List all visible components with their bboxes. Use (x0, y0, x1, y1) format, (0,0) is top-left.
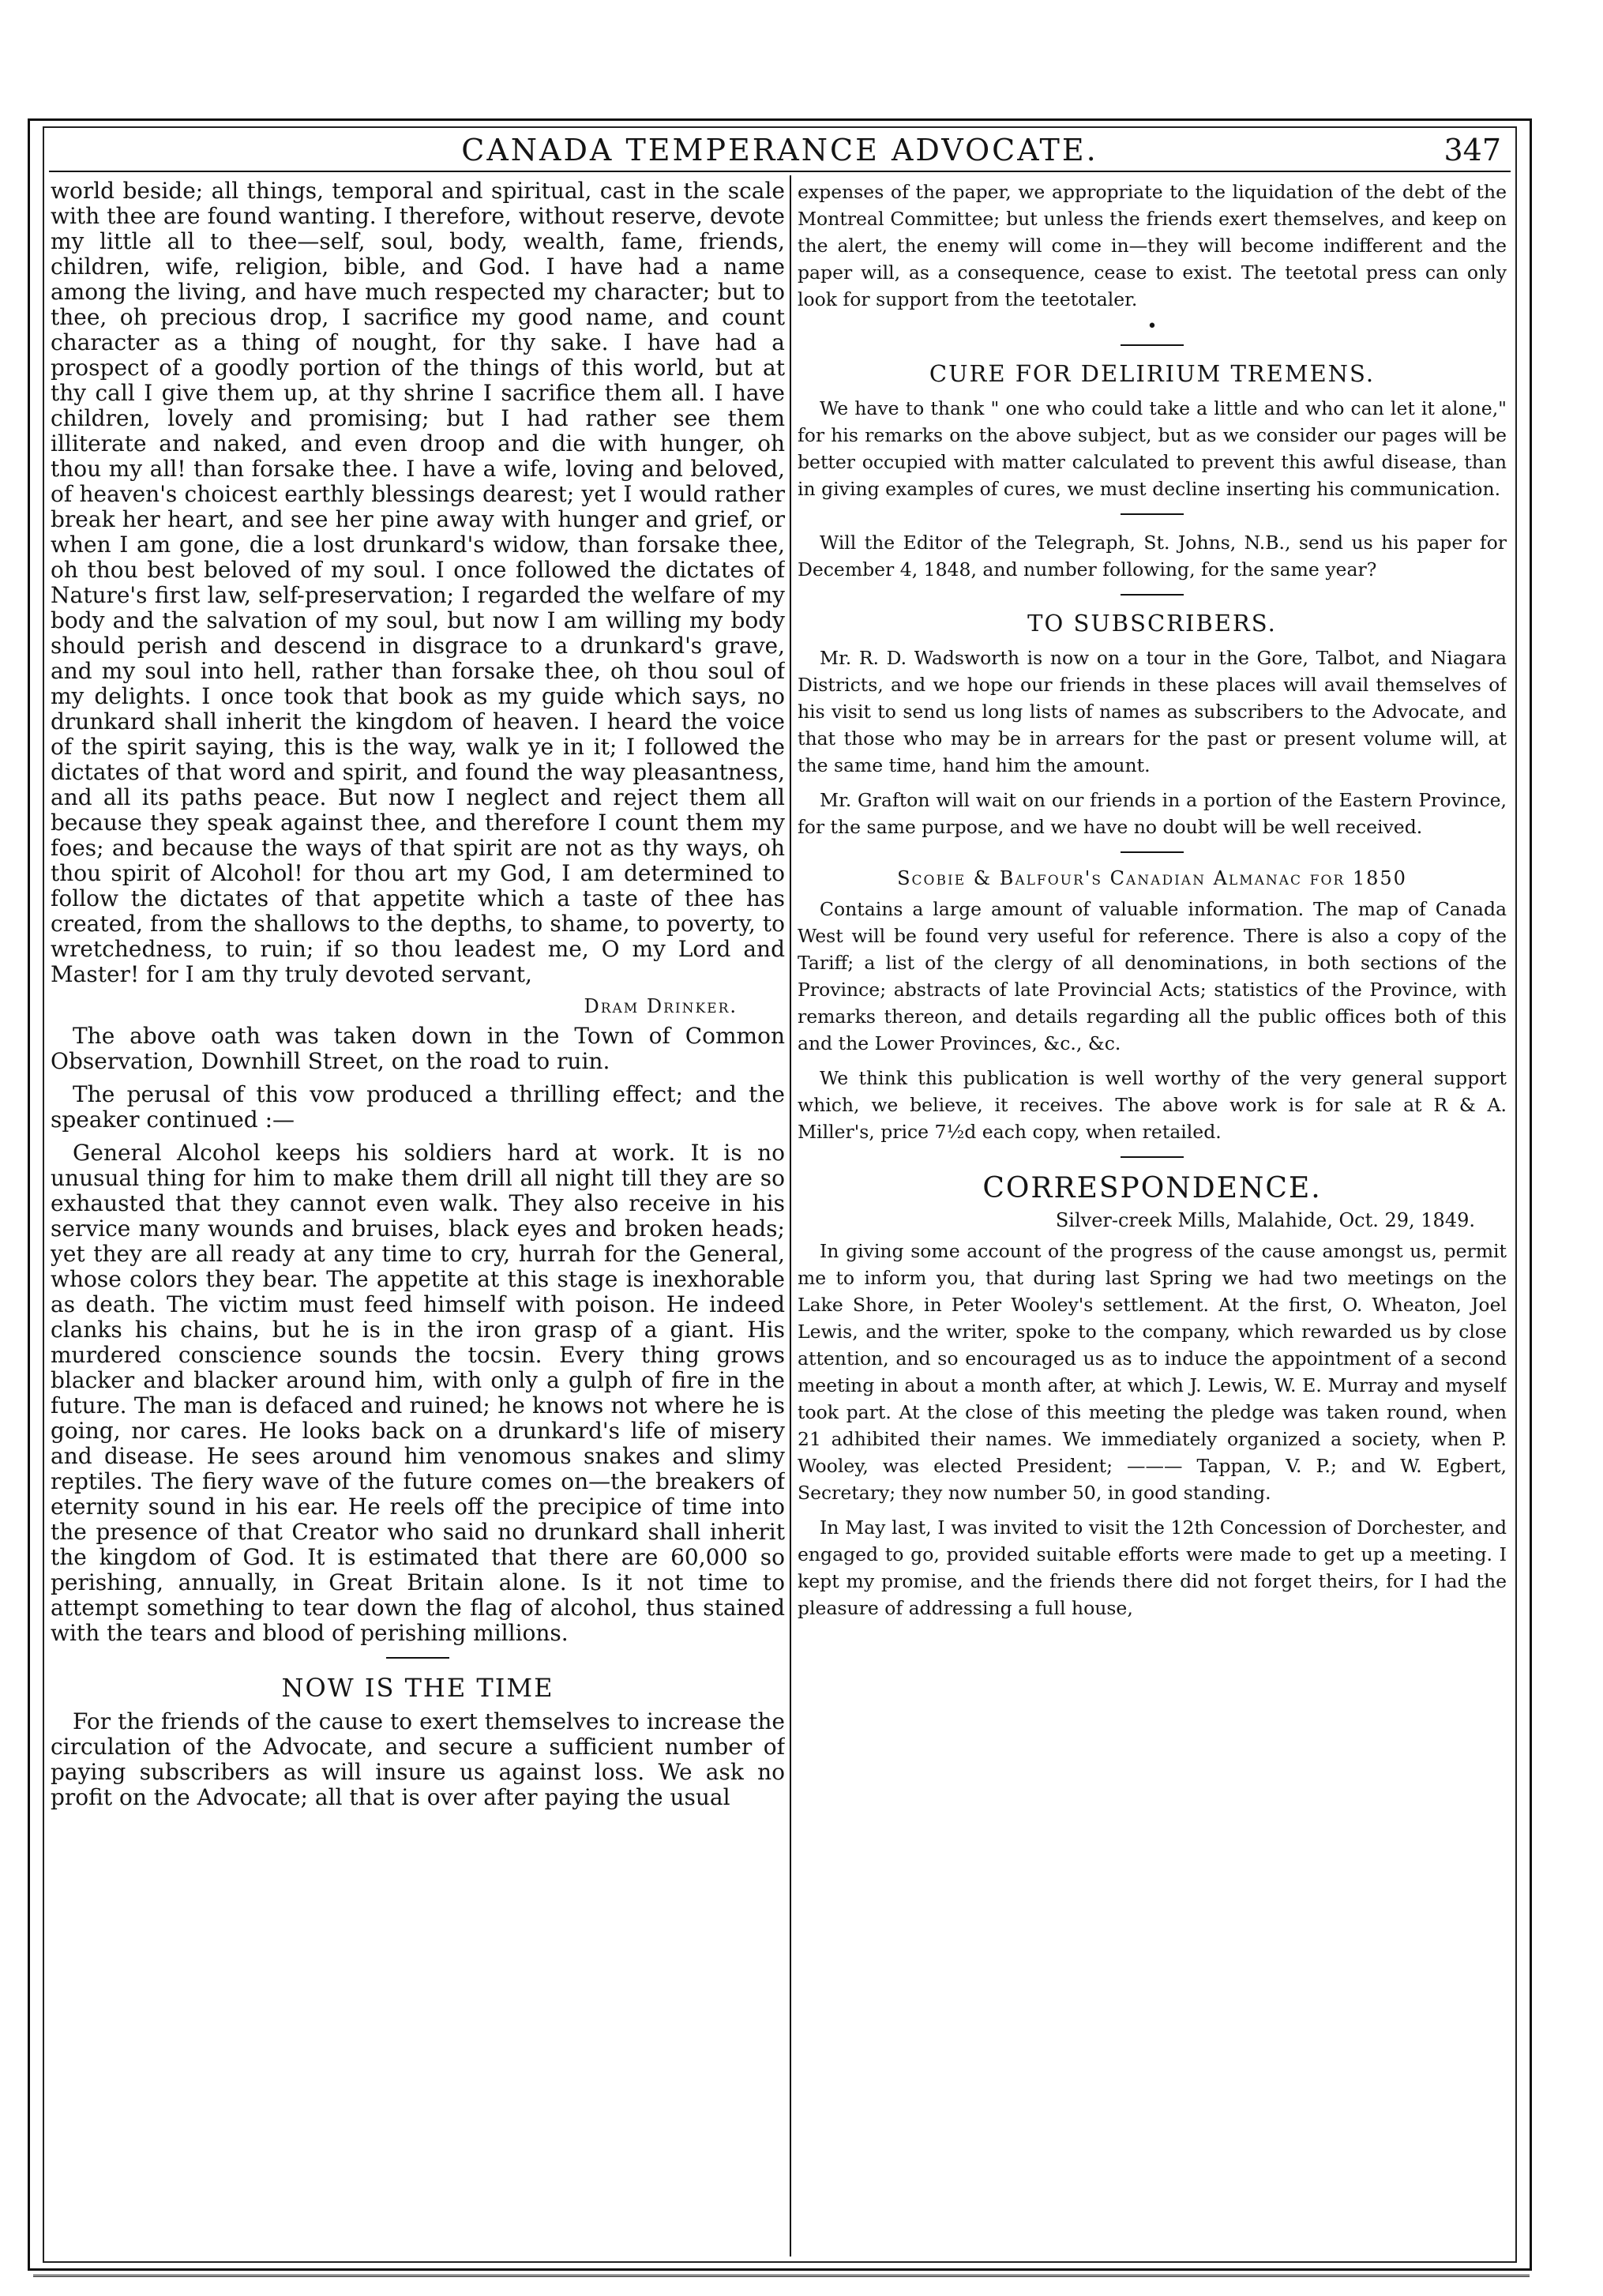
bottom-rule (33, 2275, 1530, 2277)
section-rule (1121, 344, 1184, 346)
now-is-the-time-paragraph: For the friends of the cause to exert themselves to increase the circulation of the Advocate, and secure a sufficient number of paying subscribers as will insure us against loss. We ask no profit on the Advocate; all that is over after paying the usual (51, 1708, 785, 1810)
page-header (49, 133, 1511, 171)
almanac-heading: Scobie & Balfour's Canadian Almanac for 1850 (897, 867, 1407, 889)
section-rule (386, 1657, 449, 1659)
telegraph-paragraph: Will the Editor of the Telegraph, St. Johns, N.B., send us his paper for December 4, 1848, and number following, for the same year? (798, 532, 1507, 581)
effect-note-paragraph: The perusal of this vow produced a thrilling effect; and the speaker continued :— (51, 1081, 785, 1133)
alcohol-paragraph: General Alcohol keeps his soldiers hard at work. It is no unusual thing for him to make them drill all night till they are so exhausted that they cannot even walk. They also receive in his service many wounds and bruises, black eyes and broken heads; yet they are all ready at any time to cry, hurrah for the General, whose colors they bear. The appetite at this stage is inexhorable as death. The victim must feed himself with poison. He indeed clanks his chains, but he is in the iron grasp of a giant. His murdered conscience sounds the tocsin. Every thing grows blacker and blacker around him, with only a gulph of fire in the future. The man is defaced and ruined; he knows not where he is going, nor cares. He looks back on a drunkard's life of misery and disease. He sees around him venomous snakes and slimy reptiles. The fiery wave of the future comes on—the breakers of eternity sound in his ear. He reels off the precipice of time into the presence of that Creator who said no drunkard shall inherit the kingdom of God. It is estimated that there are 60,000 so perishing, annually, in Great Britain alone. Is it not time to attempt something to tear down the flag of alcohol, thus stained with the tears and blood of perishing millions. (51, 1140, 785, 1646)
cure-heading: CURE FOR DELIRIUM TREMENS. (929, 360, 1376, 387)
now-is-the-time-heading: NOW IS THE TIME (281, 1673, 554, 1703)
right-column (798, 178, 1507, 2256)
bullet-mark: • (1147, 317, 1158, 336)
almanac-paragraph-1: Contains a large amount of valuable information. The map of Canada West will be found very useful for reference. There is also a copy of the Tariff; a list of the clergy of all denominations, in both sections of the Province; abstracts of late Provincial Acts; statistics of the Province, with remarks thereon, and details regarding all the public offices both of this and the Lower Provinces, &c., &c. (798, 898, 1507, 1054)
header-rule (49, 171, 1511, 172)
left-column (51, 178, 785, 2256)
subscribers-paragraph-2: Mr. Grafton will wait on our friends in a portion of the Eastern Province, for the same purpose, and we have no doubt will be well received. (798, 789, 1507, 838)
cure-paragraph: We have to thank " one who could take a little and who can let it alone," for his remarks on the above subject, but as we consider our pages will be better occupied with matter calculated to prevent this awful disease, than in giving examples of cures, we must decline inserting his communication. (798, 397, 1507, 500)
section-rule (1121, 594, 1184, 596)
section-rule (1121, 1156, 1184, 1158)
page-number: 347 (1443, 133, 1501, 167)
subscribers-heading: TO SUBSCRIBERS. (1027, 610, 1277, 637)
almanac-paragraph-2: We think this publication is well worthy of the very general support which, we believe, it receives. The above work is for sale at R & A. Miller's, price 7½d each copy, when retailed. (798, 1067, 1507, 1143)
signature: Dram Drinker. (584, 995, 738, 1017)
correspondence-heading: CORRESPONDENCE. (982, 1172, 1322, 1204)
correspondence-paragraph-2: In May last, I was invited to visit the 12th Concession of Dorchester, and engaged to go, provided suitable efforts were made to get up a meeting. I kept my promise, and the friends there did not forget theirs, for I had the pleasure of addressing a full house, (798, 1516, 1507, 1619)
correspondence-dateline: Silver-creek Mills, Malahide, Oct. 29, 1849. (1055, 1209, 1475, 1231)
section-rule (1121, 513, 1184, 515)
running-title: CANADA TEMPERANCE ADVOCATE. (461, 133, 1098, 167)
section-rule (1121, 851, 1184, 853)
subscribers-paragraph-1: Mr. R. D. Wadsworth is now on a tour in the Gore, Talbot, and Niagara Districts, and we hope our friends in these places will avail themselves of his visit to send us long lists of names as subscribers to the Advocate, and that those who may be in arrears for the past or present volume will, at the same time, hand him the amount. (798, 647, 1507, 776)
correspondence-paragraph-1: In giving some account of the progress of the cause amongst us, permit me to inform you, that during last Spring we had two meetings on the Lake Shore, in Peter Wooley's settlement. At the first, O. Wheaton, Joel Lewis, and the writer, spoke to the company, which rewarded us by close attention, and so encouraged us as to induce the appointment of a second meeting in about a month after, at which J. Lewis, W. E. Murray and myself took part. At the close of this meeting the pledge was taken round, when 21 adhibited their names. We immediately organized a society, when P. Wooley, was elected President; ——— Tappan, V. P.; and W. Egbert, Secretary; they now number 50, in good standing. (798, 1240, 1507, 1504)
expenses-paragraph: expenses of the paper, we appropriate to the liquidation of the debt of the Montreal Committee; but unless the friends exert themselves, and keep on the alert, the enemy will come in—they will become indifferent and the paper will, as a consequence, cease to exist. The teetotal press can only look for support from the teetotaler. (798, 181, 1507, 310)
oath-note-paragraph: The above oath was taken down in the Town of Common Observation, Downhill Street, on the road to ruin. (51, 1023, 785, 1074)
column-divider (790, 175, 791, 2257)
vow-paragraph: world beside; all things, temporal and spiritual, cast in the scale with thee are found wanting. I therefore, without reserve, devote my little all to thee—self, soul, body, wealth, fame, friends, children, wife, religion, bible, and God. I have had a name among the living, and have much respected my character; but to thee, oh precious drop, I sacrifice my good name, and count character as a thing of nought, for thy sake. I have had a prospect of a goodly portion of the things of this world, but at thy call I give them up, at thy shrine I sacrifice them all. I have children, lovely and promising; but I had rather see them illiterate and naked, and even droop and die with hunger, oh thou my all! than forsake thee. I have a wife, loving and beloved, of heaven's choicest earthly blessings dearest; yet I would rather break her heart, and see her pine away with hunger and grief, or when I am gone, die a lost drunkard's widow, than forsake thee, oh thou best beloved of my soul. I once followed the dictates of Nature's first law, self-preservation; I regarded the welfare of my body and the salvation of my soul, but now I am willing my body should perish and descend in disgrace to a drunkard's grave, and my soul into hell, rather than forsake thee, oh thou soul of my delights. I once took that book as my guide which says, no drunkard shall inherit the kingdom of heaven. I heard the voice of the spirit saying, this is the way, walk ye in it; I followed the dictates of that word and spirit, and found the way pleasantness, and all its paths peace. But now I neglect and reject them all because they speak against thee, and therefore I count them my foes; and because the ways of that spirit are not as thy ways, oh thou spirit of Alcohol! for thou art my God, I am determined to follow the dictates of that appetite which a taste of thee has created, from the shallows to the depths, to shame, to poverty, to wretchedness, to ruin; if so thou leadest me, O my Lord and Master! for I am thy truly devoted servant, (51, 178, 785, 987)
